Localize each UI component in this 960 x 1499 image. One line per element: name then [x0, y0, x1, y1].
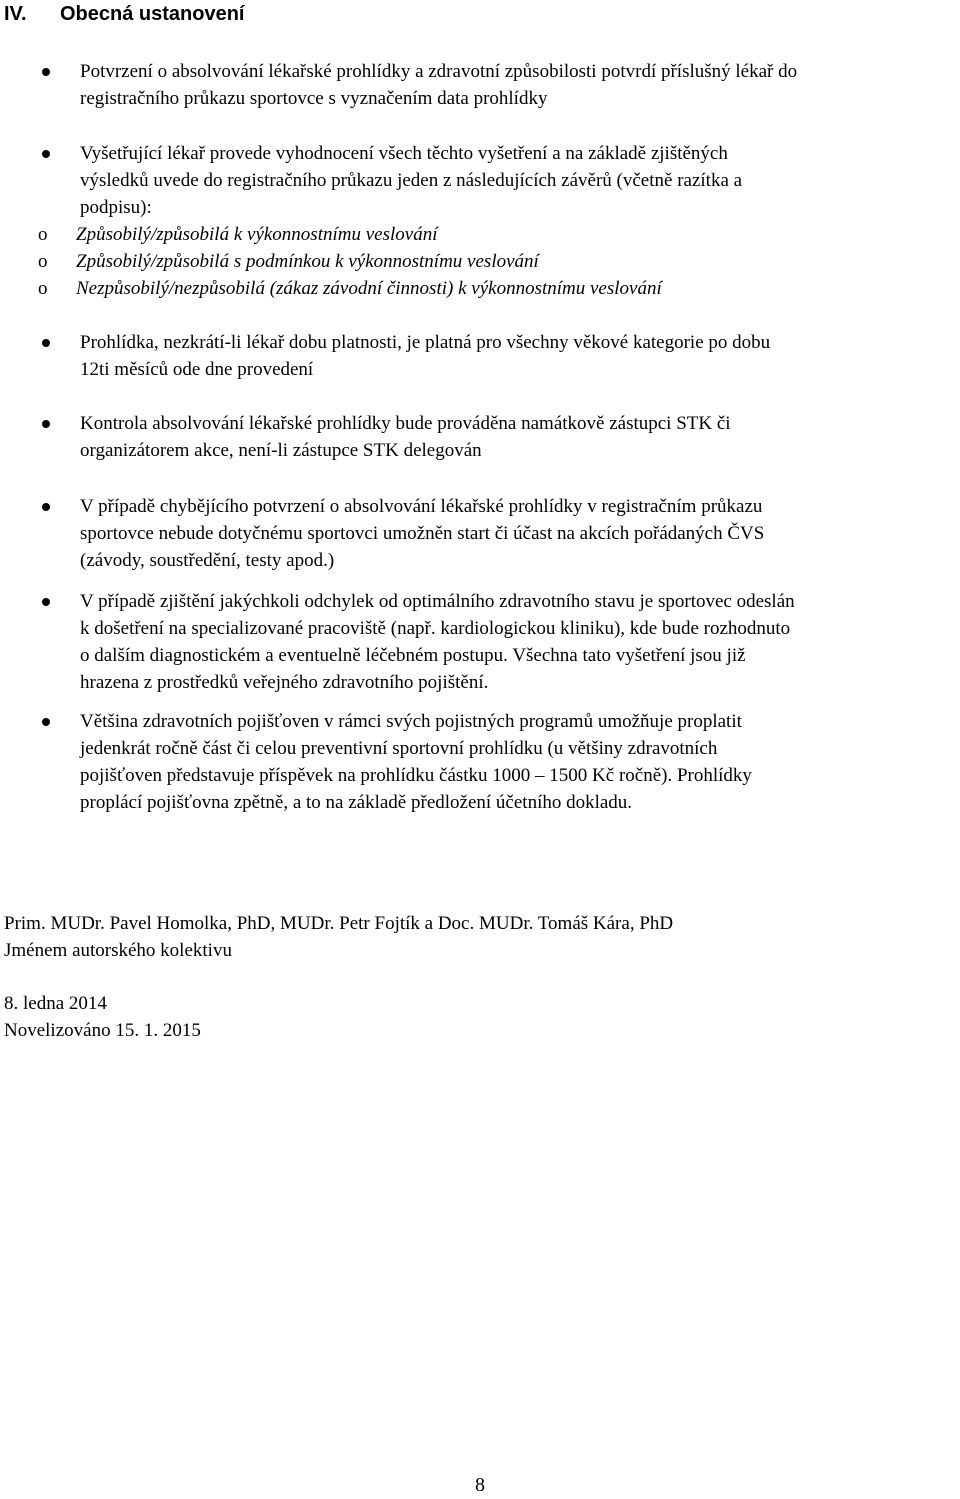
list-item-line: V případě zjištění jakýchkoli odchylek od optimálního zdravotního stavu je sportovec odeslán	[80, 591, 795, 612]
list-item-line: Prohlídka, nezkrátí-li lékař dobu platnosti, je platná pro všechny věkové kategorie po dobu	[80, 332, 771, 353]
section-title: Obecná ustanovení	[60, 3, 245, 25]
sub-list-item: o Způsobilý/způsobilá s podmínkou k výkonnostnímu veslování	[0, 248, 958, 275]
list-item-line: jedenkrát ročně část či celou preventivní sportovní prohlídku (u většiny zdravotních	[80, 738, 718, 759]
list-item	[80, 708, 958, 816]
list-item	[80, 588, 958, 696]
list-item-line: výsledků uvede do registračního průkazu jeden z následujících závěrů (včetně razítka a	[80, 170, 743, 191]
list-item	[80, 493, 958, 574]
list-item-line: Potvrzení o absolvování lékařské prohlídky a zdravotní způsobilosti potvrdí příslušný lékař do	[80, 61, 798, 82]
list-item-line: hrazena z prostředků veřejného zdravotního pojištění.	[80, 672, 489, 693]
circle-marker-icon: o	[38, 251, 48, 272]
bullet-icon	[42, 150, 50, 158]
list-item-line: sportovce nebude dotyčnému sportovci umožněn start či účast na akcích pořádaných ČVS	[80, 523, 765, 544]
list-item-line: registračního průkazu sportovce s vyznačením data prohlídky	[80, 88, 548, 109]
circle-marker-icon: o	[38, 224, 48, 245]
list-item-line: 12ti měsíců ode dne provedení	[80, 359, 314, 380]
on-behalf: Jménem autorského kolektivu	[4, 940, 232, 961]
list-item-line: podpisu):	[80, 197, 152, 218]
section-heading	[4, 0, 245, 28]
list-item-line: Většina zdravotních pojišťoven v rámci svých pojistných programů umožňuje proplatit	[80, 711, 742, 732]
bullet-icon	[42, 420, 50, 428]
bullet-icon	[42, 598, 50, 606]
sub-list-item: o Nezpůsobilý/nezpůsobilá (zákaz závodní činnosti) k výkonnostnímu veslování	[0, 275, 958, 302]
revision-date: Novelizováno 15. 1. 2015	[4, 1020, 201, 1041]
date-block	[4, 990, 904, 1044]
list-item	[38, 140, 958, 302]
bullet-icon	[42, 68, 50, 76]
list-item-line: (závody, soustředění, testy apod.)	[80, 550, 335, 571]
bullet-icon	[42, 503, 50, 511]
list-item-line: Kontrola absolvování lékařské prohlídky bude prováděna namátkově zástupci STK či	[80, 413, 731, 434]
bullet-icon	[42, 339, 50, 347]
bullet-icon	[42, 718, 50, 726]
list-item-line: proplácí pojišťovna zpětně, a to na základě předložení účetního dokladu.	[80, 792, 633, 813]
list-item-line: pojišťoven představuje příspěvek na prohlídku částku 1000 – 1500 Kč ročně). Prohlídky	[80, 765, 752, 786]
date: 8. ledna 2014	[4, 993, 107, 1014]
list-item-line: o dalším diagnostickém a eventuelně léčebném postupu. Všechna tato vyšetření jsou již	[80, 645, 746, 666]
list-item	[80, 58, 958, 112]
list-item-line: k došetření na specializované pracoviště (např. kardiologickou kliniku), kde bude rozhodnuto	[80, 618, 791, 639]
page-number: 8	[475, 1474, 485, 1496]
circle-marker-icon: o	[38, 278, 48, 299]
sub-list-item: o Způsobilý/způsobilá k výkonnostnímu veslování	[0, 221, 958, 248]
list-item-line: organizátorem akce, není-li zástupce STK delegován	[80, 440, 482, 461]
list-item-line: Vyšetřující lékař provede vyhodnocení všech těchto vyšetření a na základě zjištěných	[80, 143, 728, 164]
list-item	[80, 329, 958, 383]
list-item-line: V případě chybějícího potvrzení o absolvování lékařské prohlídky v registračním průkazu	[80, 496, 763, 517]
signature-block	[4, 910, 904, 964]
authors: Prim. MUDr. Pavel Homolka, PhD, MUDr. Petr Fojtík a Doc. MUDr. Tomáš Kára, PhD	[4, 913, 674, 934]
list-item	[80, 410, 958, 464]
section-number: IV.	[4, 3, 27, 25]
sub-list	[0, 221, 958, 302]
